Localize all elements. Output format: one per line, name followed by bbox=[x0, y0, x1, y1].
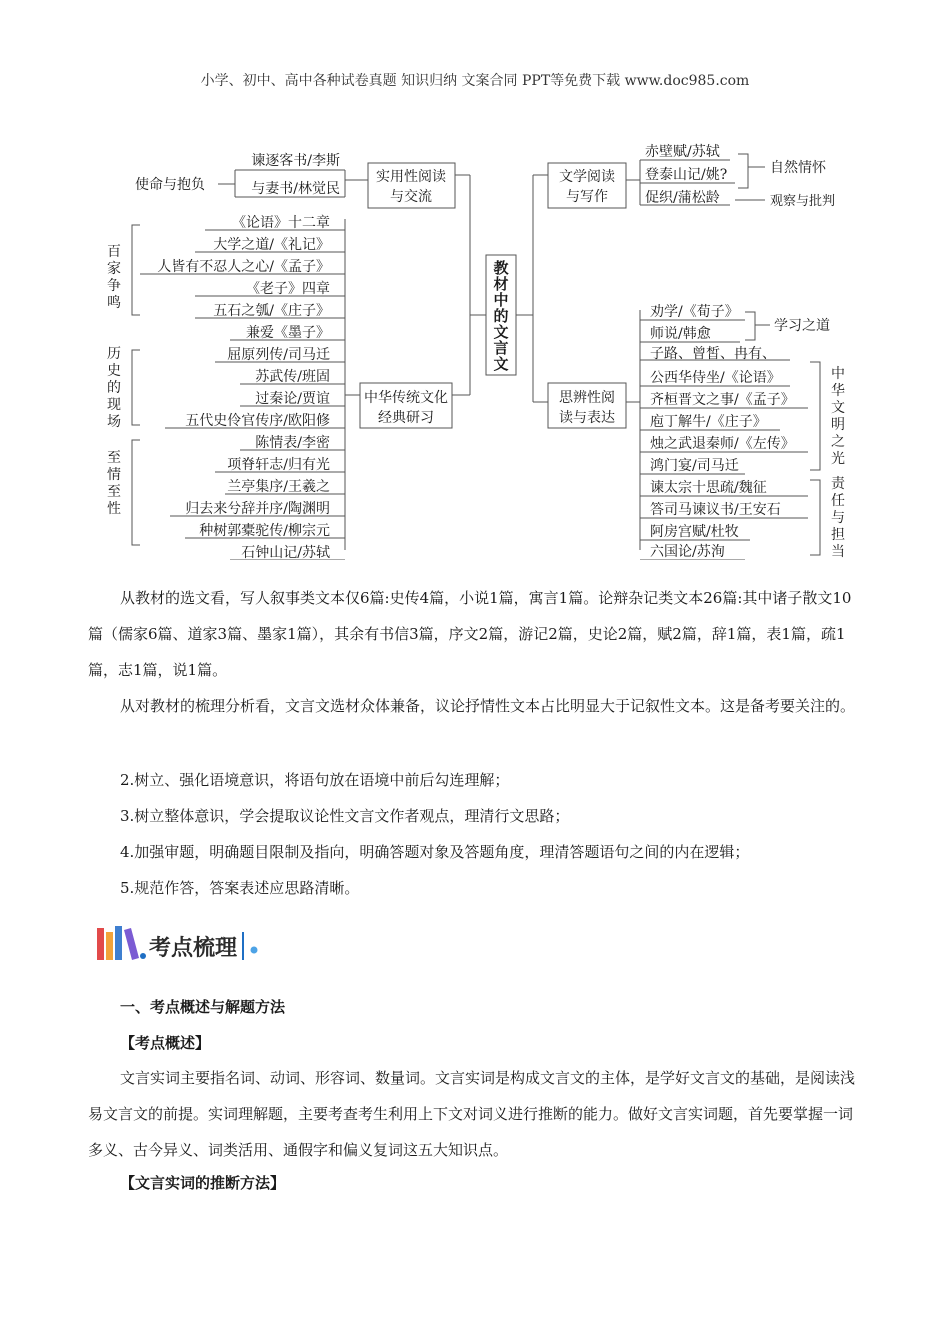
list-item: 5.规范作答，答案表述应思路清晰。 bbox=[120, 879, 360, 897]
mindmap-item: 庖丁解牛/《庄子》 bbox=[650, 414, 767, 430]
center-char: 材 bbox=[493, 275, 509, 293]
mindmap-item: 兼爱《墨子》 bbox=[246, 325, 330, 341]
mindmap-item: 石钟山记/苏轼 bbox=[241, 545, 330, 560]
section-banner bbox=[95, 924, 275, 968]
center-char: 文 bbox=[493, 355, 509, 373]
mindmap-item: 项脊轩志/归有光 bbox=[227, 457, 330, 473]
center-char: 教 bbox=[493, 259, 509, 277]
theme-label-char: 华 bbox=[831, 383, 845, 399]
mindmap-item: 劝学/《荀子》 bbox=[650, 304, 739, 320]
theme-label-char: 之 bbox=[831, 434, 845, 450]
theme-label-char: 责 bbox=[831, 476, 845, 492]
group-label-char: 至 bbox=[107, 450, 121, 466]
mindmap-item: 《老子》四章 bbox=[246, 281, 330, 297]
theme-label: 观察与批判 bbox=[770, 194, 836, 209]
theme-label-char: 任 bbox=[831, 493, 845, 509]
mindmap-item: 五代史伶官传序/欧阳修 bbox=[185, 413, 330, 429]
mindmap-item: 陈情表/李密 bbox=[255, 435, 330, 451]
mindmap-item: 登泰山记/姚? bbox=[645, 167, 728, 183]
mindmap-item: 烛之武退秦师/《左传》 bbox=[650, 436, 795, 452]
mindmap-item: 子路、曾皙、冉有、 bbox=[650, 346, 776, 362]
group-label-char: 争 bbox=[107, 278, 121, 294]
mindmap-item: 六国论/苏洵 bbox=[650, 544, 725, 560]
mindmap-item: 屈原列传/司马迁 bbox=[227, 347, 330, 363]
group-label-char: 场 bbox=[107, 414, 121, 430]
theme-label-char: 中 bbox=[831, 366, 845, 382]
list-item: 2.树立、强化语境意识，将语句放在语境中前后勾连理解； bbox=[120, 771, 510, 789]
section-title: 考点梳理 bbox=[149, 936, 238, 961]
group-label-char: 史 bbox=[107, 363, 121, 379]
mindmap-item: 公西华侍坐/《论语》 bbox=[650, 370, 781, 386]
mindmap-item: 答司马谏议书/王安石 bbox=[650, 502, 781, 518]
mindmap-item: 师说/韩愈 bbox=[650, 326, 711, 342]
mindmap-item: 归去来兮辞并序/陶渊明 bbox=[185, 501, 330, 517]
mindmap-item: 与妻书/林觉民 bbox=[251, 181, 340, 197]
group-label-char: 至 bbox=[107, 484, 121, 500]
theme-label-char: 当 bbox=[831, 544, 845, 560]
box-literary-reading: 与写作 bbox=[566, 189, 608, 205]
center-char: 的 bbox=[493, 307, 509, 325]
box-critical-reading: 读与表达 bbox=[559, 410, 615, 426]
box-literary-reading: 文学阅读 bbox=[559, 169, 615, 185]
box-traditional-culture: 中华传统文化 bbox=[364, 390, 448, 406]
paragraph-overview: 文言实词主要指名词、动词、形容词、数量词。文言实词是构成文言文的主体，是学好文言文的基础，是阅读浅易文言文的前提。实词理解题，主要考查考生利用上下文对词义进行推断的能力。做好文言实词题，首先要掌握一词多义、古今异义、词类活用、通假字和偏义复词这五大知识点。 bbox=[88, 1069, 856, 1159]
list-item: 3.树立整体意识，学会提取议论性文言文作者观点，理清行文思路； bbox=[120, 807, 570, 825]
page-header: 小学、初中、高中各种试卷真题 知识归纳 文案合同 PPT等免费下载 www.doc985.com bbox=[200, 73, 750, 89]
box-traditional-culture: 经典研习 bbox=[378, 410, 434, 426]
group-label-char: 性 bbox=[107, 501, 121, 517]
mindmap-item: 苏武传/班固 bbox=[255, 369, 330, 385]
box-practical-reading: 与交流 bbox=[390, 189, 432, 205]
mindmap-item: 谏太宗十思疏/魏征 bbox=[650, 480, 767, 496]
box-practical-reading: 实用性阅读 bbox=[376, 169, 446, 185]
group-label-char: 情 bbox=[107, 467, 121, 483]
mindmap-item: 种树郭橐驼传/柳宗元 bbox=[199, 523, 330, 539]
mindmap-item: 兰亭集序/王羲之 bbox=[227, 479, 330, 495]
overview-subheading: 【考点概述】 bbox=[120, 1034, 211, 1052]
theme-label-char: 光 bbox=[831, 451, 845, 467]
mindmap-item: 赤壁赋/苏轼 bbox=[645, 144, 720, 160]
group-label-char: 历 bbox=[107, 346, 121, 362]
books-icon bbox=[97, 926, 139, 960]
group-label-char: 家 bbox=[107, 261, 121, 277]
method-subheading: 【文言实词的推断方法】 bbox=[120, 1174, 286, 1192]
mindmap-item: 大学之道/《礼记》 bbox=[213, 237, 330, 253]
group-label-char: 鸣 bbox=[107, 295, 121, 311]
group-label-mission: 使命与抱负 bbox=[135, 177, 205, 193]
theme-label: 学习之道 bbox=[774, 318, 830, 334]
group-label-char: 现 bbox=[107, 397, 121, 413]
theme-label-char: 与 bbox=[831, 510, 845, 526]
center-char: 文 bbox=[493, 323, 509, 341]
center-char: 言 bbox=[493, 339, 509, 357]
paragraph-selection-stats: 从教材的选文看，写人叙事类文本仅6篇:史传4篇，小说1篇，寓言1篇。论辩杂记类文本26篇:其中诸子散文10篇（儒家6篇、道家3篇、墨家1篇），其余有书信3篇，序文2篇，游记2篇，史论2篇，赋2篇，辞1篇，表1篇，疏1篇，志1篇，说1篇。 bbox=[88, 589, 852, 679]
mindmap-item: 五石之瓠/《庄子》 bbox=[213, 303, 330, 319]
mindmap-item: 人皆有不忍人之心/《孟子》 bbox=[157, 259, 330, 275]
mindmap-item: 《论语》十二章 bbox=[232, 215, 330, 231]
mindmap-item: 鸿门宴/司马迁 bbox=[650, 458, 739, 474]
textbook-mindmap bbox=[0, 140, 950, 560]
paragraph-analysis: 从对教材的梳理分析看，文言文选材众体兼备，议论抒情性文本占比明显大于记叙性文本。这是备考要关注的。 bbox=[120, 697, 856, 715]
theme-label-char: 担 bbox=[831, 527, 845, 543]
theme-label: 自然情怀 bbox=[770, 160, 826, 176]
box-critical-reading: 思辨性阅 bbox=[559, 390, 615, 406]
group-label-char: 的 bbox=[107, 380, 121, 396]
mindmap-item: 谏逐客书/李斯 bbox=[251, 153, 340, 169]
overview-heading: 一、考点概述与解题方法 bbox=[120, 998, 286, 1016]
mindmap-item: 过秦论/贾谊 bbox=[255, 391, 330, 407]
mindmap-item: 促织/蒲松龄 bbox=[645, 190, 720, 206]
theme-label-char: 文 bbox=[831, 400, 845, 416]
list-item: 4.加强审题，明确题目限制及指向，明确答题对象及答题角度，理清答题语句之间的内在逻辑； bbox=[120, 843, 750, 861]
center-char: 中 bbox=[493, 291, 509, 309]
theme-label-char: 明 bbox=[831, 417, 845, 433]
mindmap-item: 齐桓晋文之事/《孟子》 bbox=[650, 392, 795, 408]
group-label-char: 百 bbox=[107, 244, 121, 260]
mindmap-item: 阿房宫赋/杜牧 bbox=[650, 524, 739, 540]
